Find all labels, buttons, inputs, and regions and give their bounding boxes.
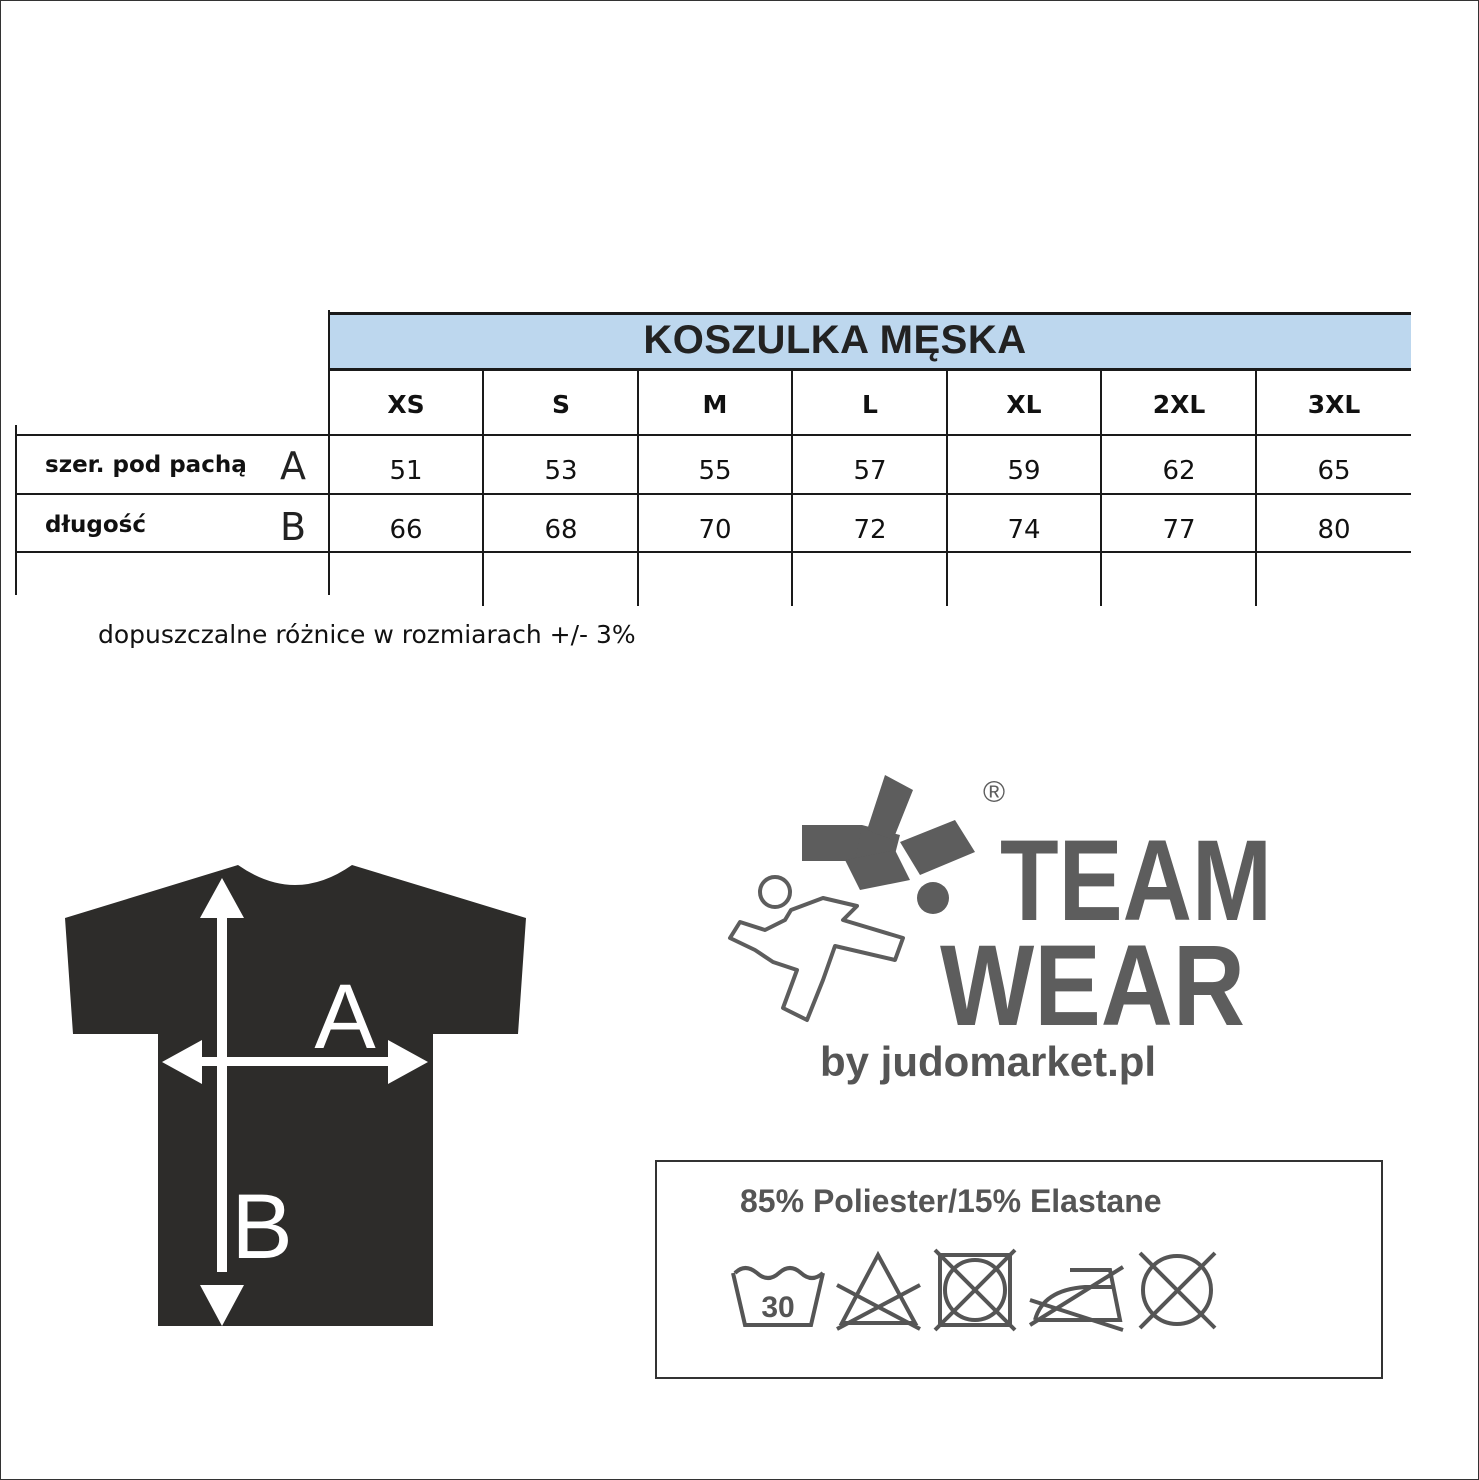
no-tumble-dry-icon <box>935 1250 1015 1330</box>
diagram-label-b: B <box>231 1176 293 1278</box>
logo-wear: WEAR <box>940 922 1245 1050</box>
table-cell: 57 <box>853 456 887 486</box>
table-line <box>17 551 1411 553</box>
size-header: XL <box>1006 390 1042 419</box>
size-header: XS <box>387 390 425 419</box>
size-header: 2XL <box>1152 390 1206 419</box>
table-cell: 66 <box>389 515 423 545</box>
table-cell: 80 <box>1317 515 1351 545</box>
row-letter-a: A <box>280 444 306 488</box>
tshirt-icon <box>65 865 526 1326</box>
row-letter-b: B <box>280 505 307 549</box>
care-symbols <box>725 1245 1225 1335</box>
table-line <box>328 310 330 595</box>
table-line <box>329 368 1411 371</box>
table-cell: 72 <box>853 515 887 545</box>
team-wear-logo <box>725 770 1285 1050</box>
wash-30-icon <box>733 1268 823 1325</box>
no-iron-icon <box>1030 1267 1123 1330</box>
size-header: M <box>702 390 728 419</box>
wash-temp: 30 <box>761 1291 795 1324</box>
table-line <box>15 425 17 595</box>
table-cell: 74 <box>1007 515 1041 545</box>
table-cell: 68 <box>544 515 578 545</box>
no-dry-clean-icon <box>1140 1253 1215 1328</box>
table-cell: 62 <box>1162 456 1196 486</box>
diagram-label-a: A <box>314 966 376 1068</box>
fabric-composition: 85% Poliester/15% Elastane <box>740 1183 1162 1219</box>
table-cell: 51 <box>389 456 423 486</box>
table-line <box>17 434 1411 436</box>
table-cell: 77 <box>1162 515 1196 545</box>
tshirt-diagram <box>60 860 530 1330</box>
no-bleach-icon <box>837 1255 920 1329</box>
registered-mark: ® <box>983 776 1006 809</box>
table-cell: 55 <box>698 456 732 486</box>
table-cell: 59 <box>1007 456 1041 486</box>
size-header: L <box>862 390 878 419</box>
size-header: S <box>551 390 570 419</box>
row-label-width: szer. pod pachą <box>45 452 247 478</box>
logo-team: TEAM <box>1000 817 1272 945</box>
size-header: 3XL <box>1307 390 1361 419</box>
table-title: KOSZULKA MĘSKA <box>643 318 1027 362</box>
table-cell: 70 <box>698 515 732 545</box>
judoka-icon <box>730 775 975 1020</box>
logo-byline: by judomarket.pl <box>820 1038 1157 1085</box>
table-cell: 65 <box>1317 456 1351 486</box>
table-cell: 53 <box>544 456 578 486</box>
table-line <box>17 493 1411 495</box>
row-label-length: długość <box>45 512 146 538</box>
tolerance-note: dopuszczalne różnice w rozmiarach +/- 3% <box>98 620 636 649</box>
